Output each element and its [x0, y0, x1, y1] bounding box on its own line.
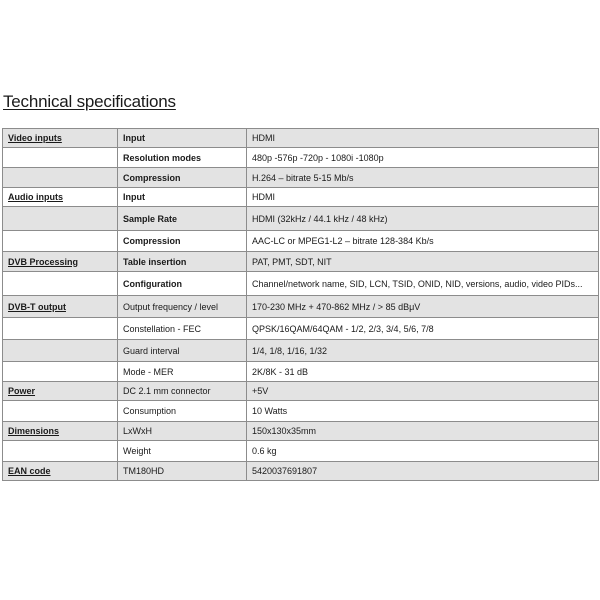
- spec-label: Weight: [118, 441, 247, 462]
- spec-label: Input: [118, 129, 247, 148]
- spec-row: [3, 231, 599, 252]
- spec-table-body: [3, 129, 599, 481]
- spec-value: 480p -576p -720p - 1080i -1080p: [247, 148, 599, 168]
- spec-label: Guard interval: [118, 340, 247, 362]
- spec-category-empty: [3, 362, 118, 382]
- spec-label: LxWxH: [118, 422, 247, 441]
- spec-value: PAT, PMT, SDT, NIT: [247, 252, 599, 272]
- spec-value: QPSK/16QAM/64QAM - 1/2, 2/3, 3/4, 5/6, 7/8: [247, 318, 599, 340]
- spec-value: +5V: [247, 382, 599, 401]
- spec-value: H.264 – bitrate 5-15 Mb/s: [247, 168, 599, 188]
- spec-category: EAN code: [3, 462, 118, 481]
- spec-row: [3, 362, 599, 382]
- spec-value: 1/4, 1/8, 1/16, 1/32: [247, 340, 599, 362]
- spec-row: [3, 340, 599, 362]
- spec-value: 150x130x35mm: [247, 422, 599, 441]
- spec-label: Table insertion: [118, 252, 247, 272]
- spec-row: [3, 296, 599, 318]
- spec-row: [3, 129, 599, 148]
- spec-label: Output frequency / level: [118, 296, 247, 318]
- spec-category-empty: [3, 231, 118, 252]
- spec-row: [3, 148, 599, 168]
- spec-category: Video inputs: [3, 129, 118, 148]
- spec-category: Dimensions: [3, 422, 118, 441]
- spec-category: DVB Processing: [3, 252, 118, 272]
- spec-category-empty: [3, 401, 118, 422]
- spec-label: Consumption: [118, 401, 247, 422]
- spec-table: [2, 128, 599, 481]
- spec-category: Audio inputs: [3, 188, 118, 207]
- spec-value: 5420037691807: [247, 462, 599, 481]
- spec-row: [3, 318, 599, 340]
- spec-label: Compression: [118, 231, 247, 252]
- spec-value: 10 Watts: [247, 401, 599, 422]
- spec-category-empty: [3, 441, 118, 462]
- spec-label: Configuration: [118, 272, 247, 296]
- spec-label: Resolution modes: [118, 148, 247, 168]
- spec-row: [3, 401, 599, 422]
- spec-row: [3, 441, 599, 462]
- spec-value: 170-230 MHz + 470-862 MHz / > 85 dBμV: [247, 296, 599, 318]
- spec-category-empty: [3, 168, 118, 188]
- spec-row: [3, 207, 599, 231]
- spec-label: Input: [118, 188, 247, 207]
- spec-category-empty: [3, 272, 118, 296]
- spec-value: 0.6 kg: [247, 441, 599, 462]
- page-title: Technical specifications: [3, 92, 176, 111]
- spec-label: TM180HD: [118, 462, 247, 481]
- spec-value: 2K/8K - 31 dB: [247, 362, 599, 382]
- spec-row: [3, 168, 599, 188]
- spec-row: [3, 252, 599, 272]
- spec-label: Sample Rate: [118, 207, 247, 231]
- spec-category: DVB-T output: [3, 296, 118, 318]
- spec-category-empty: [3, 148, 118, 168]
- spec-row: [3, 382, 599, 401]
- spec-value: Channel/network name, SID, LCN, TSID, ONID, NID, versions, audio, video PIDs...: [247, 272, 599, 296]
- spec-label: Compression: [118, 168, 247, 188]
- spec-row: [3, 188, 599, 207]
- spec-value: HDMI (32kHz / 44.1 kHz / 48 kHz): [247, 207, 599, 231]
- spec-label: Mode - MER: [118, 362, 247, 382]
- spec-category-empty: [3, 207, 118, 231]
- spec-category-empty: [3, 340, 118, 362]
- spec-label: DC 2.1 mm connector: [118, 382, 247, 401]
- spec-category: Power: [3, 382, 118, 401]
- spec-row: [3, 272, 599, 296]
- spec-row: [3, 462, 599, 481]
- spec-category-empty: [3, 318, 118, 340]
- spec-value: HDMI: [247, 129, 599, 148]
- spec-value: AAC-LC or MPEG1-L2 – bitrate 128-384 Kb/s: [247, 231, 599, 252]
- spec-label: Constellation - FEC: [118, 318, 247, 340]
- spec-value: HDMI: [247, 188, 599, 207]
- spec-row: [3, 422, 599, 441]
